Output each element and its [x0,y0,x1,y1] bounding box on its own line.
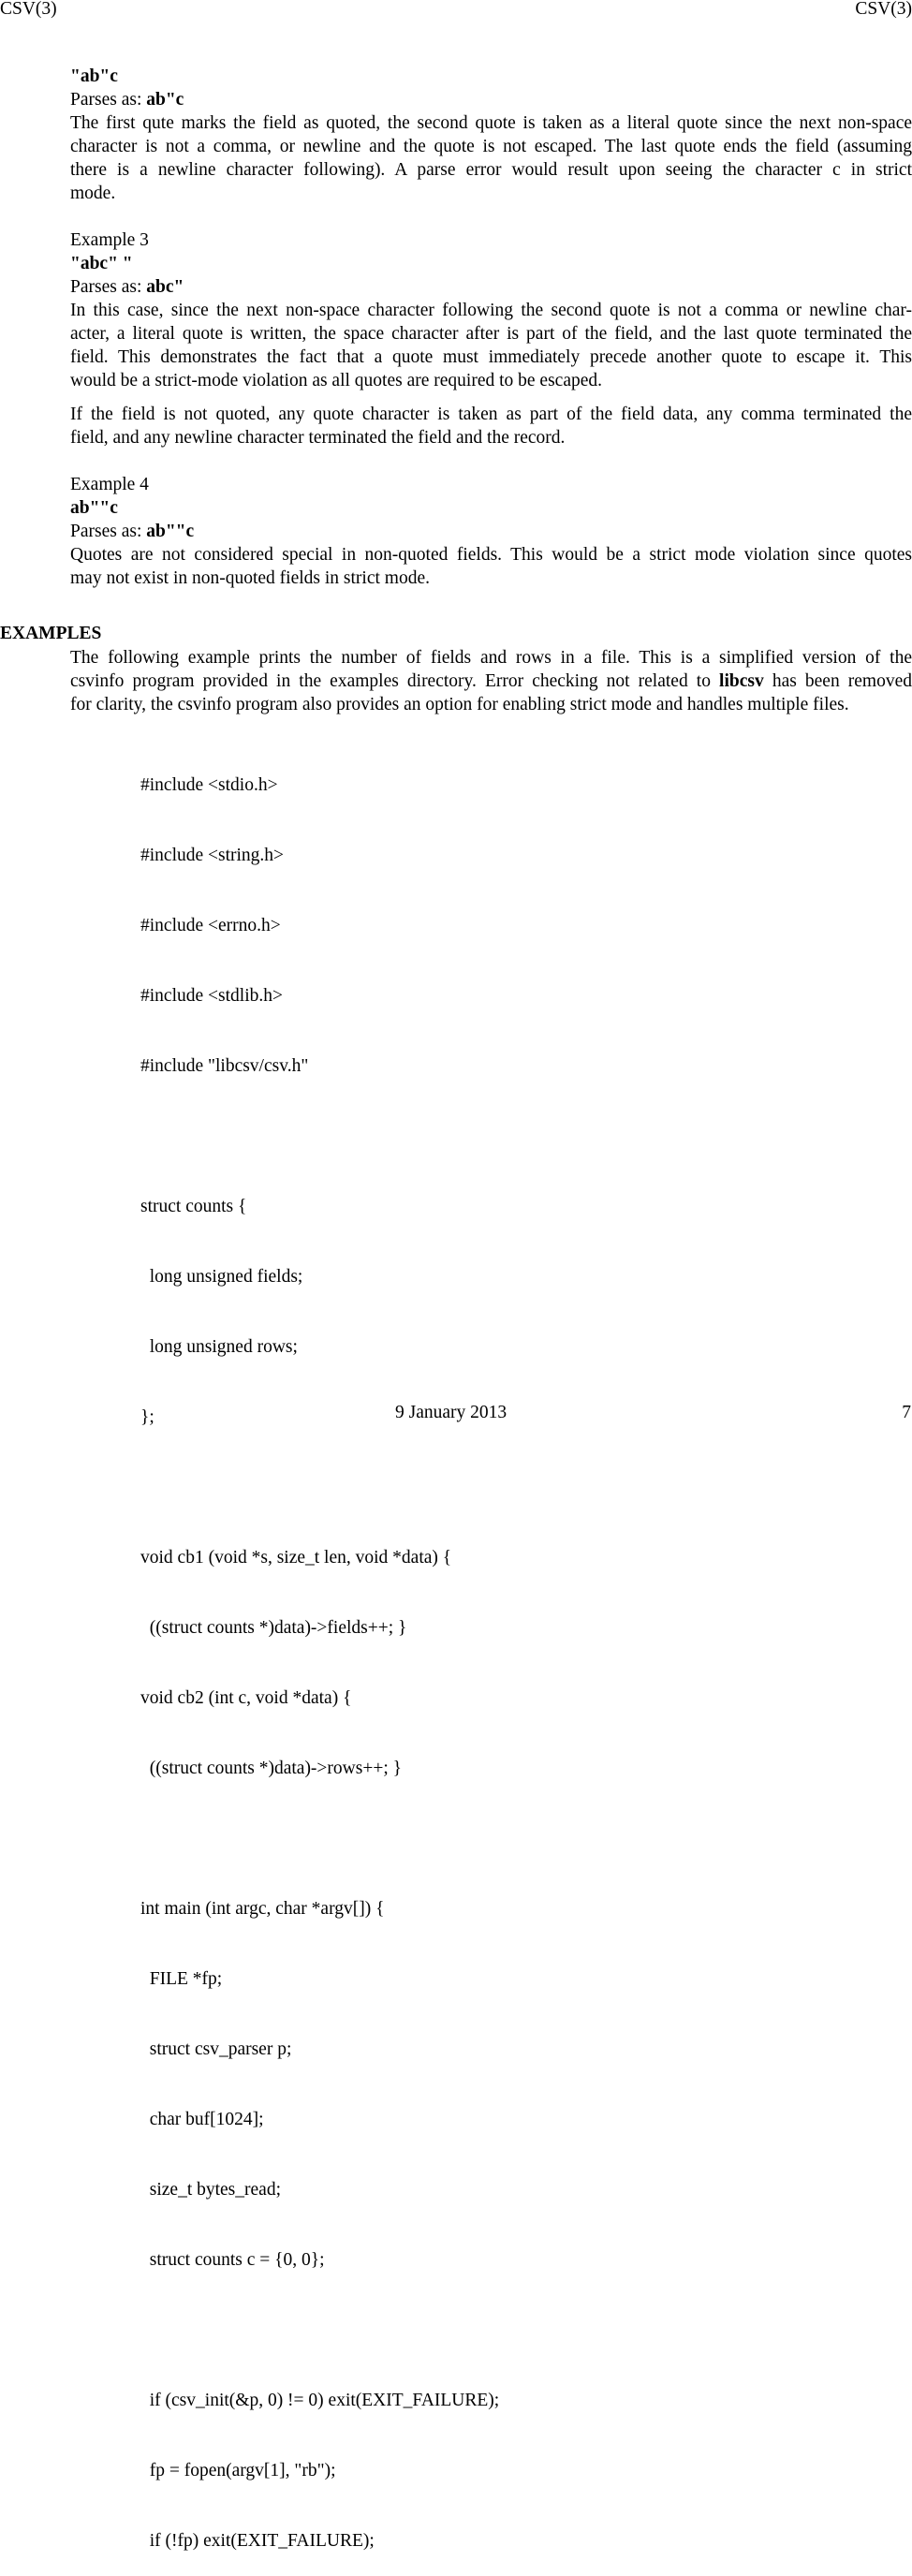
code-line: #include <string.h> [140,846,285,865]
code-line: size_t bytes_read; [140,2180,281,2200]
text-segment: csvinfo program provided in the examples directory. Error checking not related to [70,671,720,691]
example4-title: Example 4 [70,475,149,494]
code-line: if (csv_init(&p, 0) != 0) exit(EXIT_FAILURE); [140,2391,500,2410]
section-heading-examples: EXAMPLES [0,624,102,643]
example2-input: "ab"c [70,66,118,86]
code-line: }; [140,1407,154,1427]
example3-parses-as [70,275,184,299]
code-line: int main (int argc, char *argv[]) { [140,1899,385,1919]
code-line: if (!fp) exit(EXIT_FAILURE); [140,2531,375,2551]
text-line: would be a strict-mode violation as all quotes are required to be escaped. [70,371,603,390]
parses-as-value: ab""c [146,522,195,541]
page-number: 7 [902,1403,911,1422]
code-line: ((struct counts *)data)->rows++; } [140,1759,402,1778]
example2-parses-as [70,88,184,111]
code-line: long unsigned fields; [140,1267,303,1287]
example3-explanation [70,299,912,392]
code-line: long unsigned rows; [140,1337,298,1357]
text-line: field, and any newline character terminated the field and the record. [70,428,566,448]
running-header-left: CSV(3) [0,0,57,19]
parses-as-label: Parses as: [70,277,147,297]
example2-explanation [70,111,912,205]
code-line: ((struct counts *)data)->fields++; } [140,1618,407,1638]
text-line: for clarity, the csvinfo program also provides an option for enabling strict mode and handles multiple files. [70,695,849,714]
code-line: #include <stdio.h> [140,775,278,795]
text-segment: has been removed [763,671,912,691]
text-line: Quotes are not considered special in non-quoted fields. This would be a strict mode violation since quotes [70,545,912,565]
unquoted-field-explanation [70,403,912,449]
code-line: char buf[1024]; [140,2110,264,2129]
text-line: In this case, since the next non-space character following the second quote is not a comma or newline char- [70,301,912,320]
examples-intro [70,646,912,716]
parses-as-value: abc" [146,277,184,297]
code-line: struct counts c = {0, 0}; [140,2250,325,2270]
code-line: FILE *fp; [140,1969,223,1989]
example4-input: ab""c [70,498,118,518]
code-line: void cb1 (void *s, size_t len, void *data) { [140,1548,452,1568]
footer-date: 9 January 2013 [395,1403,507,1422]
code-line: #include <errno.h> [140,916,281,935]
code-line: fp = fopen(argv[1], "rb"); [140,2461,336,2480]
text-line: there is a newline character following). A parse error would result upon seeing the character c in strict [70,160,912,180]
text-line: field. This demonstrates the fact that a quote must immediately precede another quote to escape it. This [70,347,912,367]
code-line [140,2318,499,2342]
code-line: struct csv_parser p; [140,2039,292,2059]
text-line: If the field is not quoted, any quote character is taken as part of the field data, any comma terminated the [70,405,912,424]
code-line [140,1827,499,1850]
text-line: The following example prints the number of fields and rows in a file. This is a simplified version of the [70,648,912,668]
parses-as-label: Parses as: [70,522,147,541]
text-line: character is not a comma, or newline and the quote is not escaped. The last quote ends the field (assuming [70,137,912,156]
text-line: mode. [70,184,116,203]
code-line [140,1125,499,1148]
example3-input: "abc" " [70,254,133,273]
code-line: #include <stdlib.h> [140,986,283,1006]
text-line: The first qute marks the field as quoted, the second quote is taken as a literal quote since the next non-space [70,113,912,133]
text-line: may not exist in non-quoted fields in strict mode. [70,568,430,588]
parses-as-label: Parses as: [70,90,147,110]
example4-parses-as [70,520,194,543]
code-line: void cb2 (int c, void *data) { [140,1688,352,1708]
running-header-right: CSV(3) [855,0,912,19]
text-line: acter, a literal quote is written, the space character after is part of the field, and the last quote terminated the [70,324,912,344]
code-line: #include "libcsv/csv.h" [140,1056,309,1076]
parses-as-value: ab"c [146,90,184,110]
example3-title: Example 3 [70,230,149,250]
code-listing [140,727,499,2576]
text-line [70,670,912,693]
example4-explanation [70,543,912,590]
libcsv-term: libcsv [719,671,764,691]
code-line: struct counts { [140,1197,247,1216]
code-line [140,1476,499,1499]
